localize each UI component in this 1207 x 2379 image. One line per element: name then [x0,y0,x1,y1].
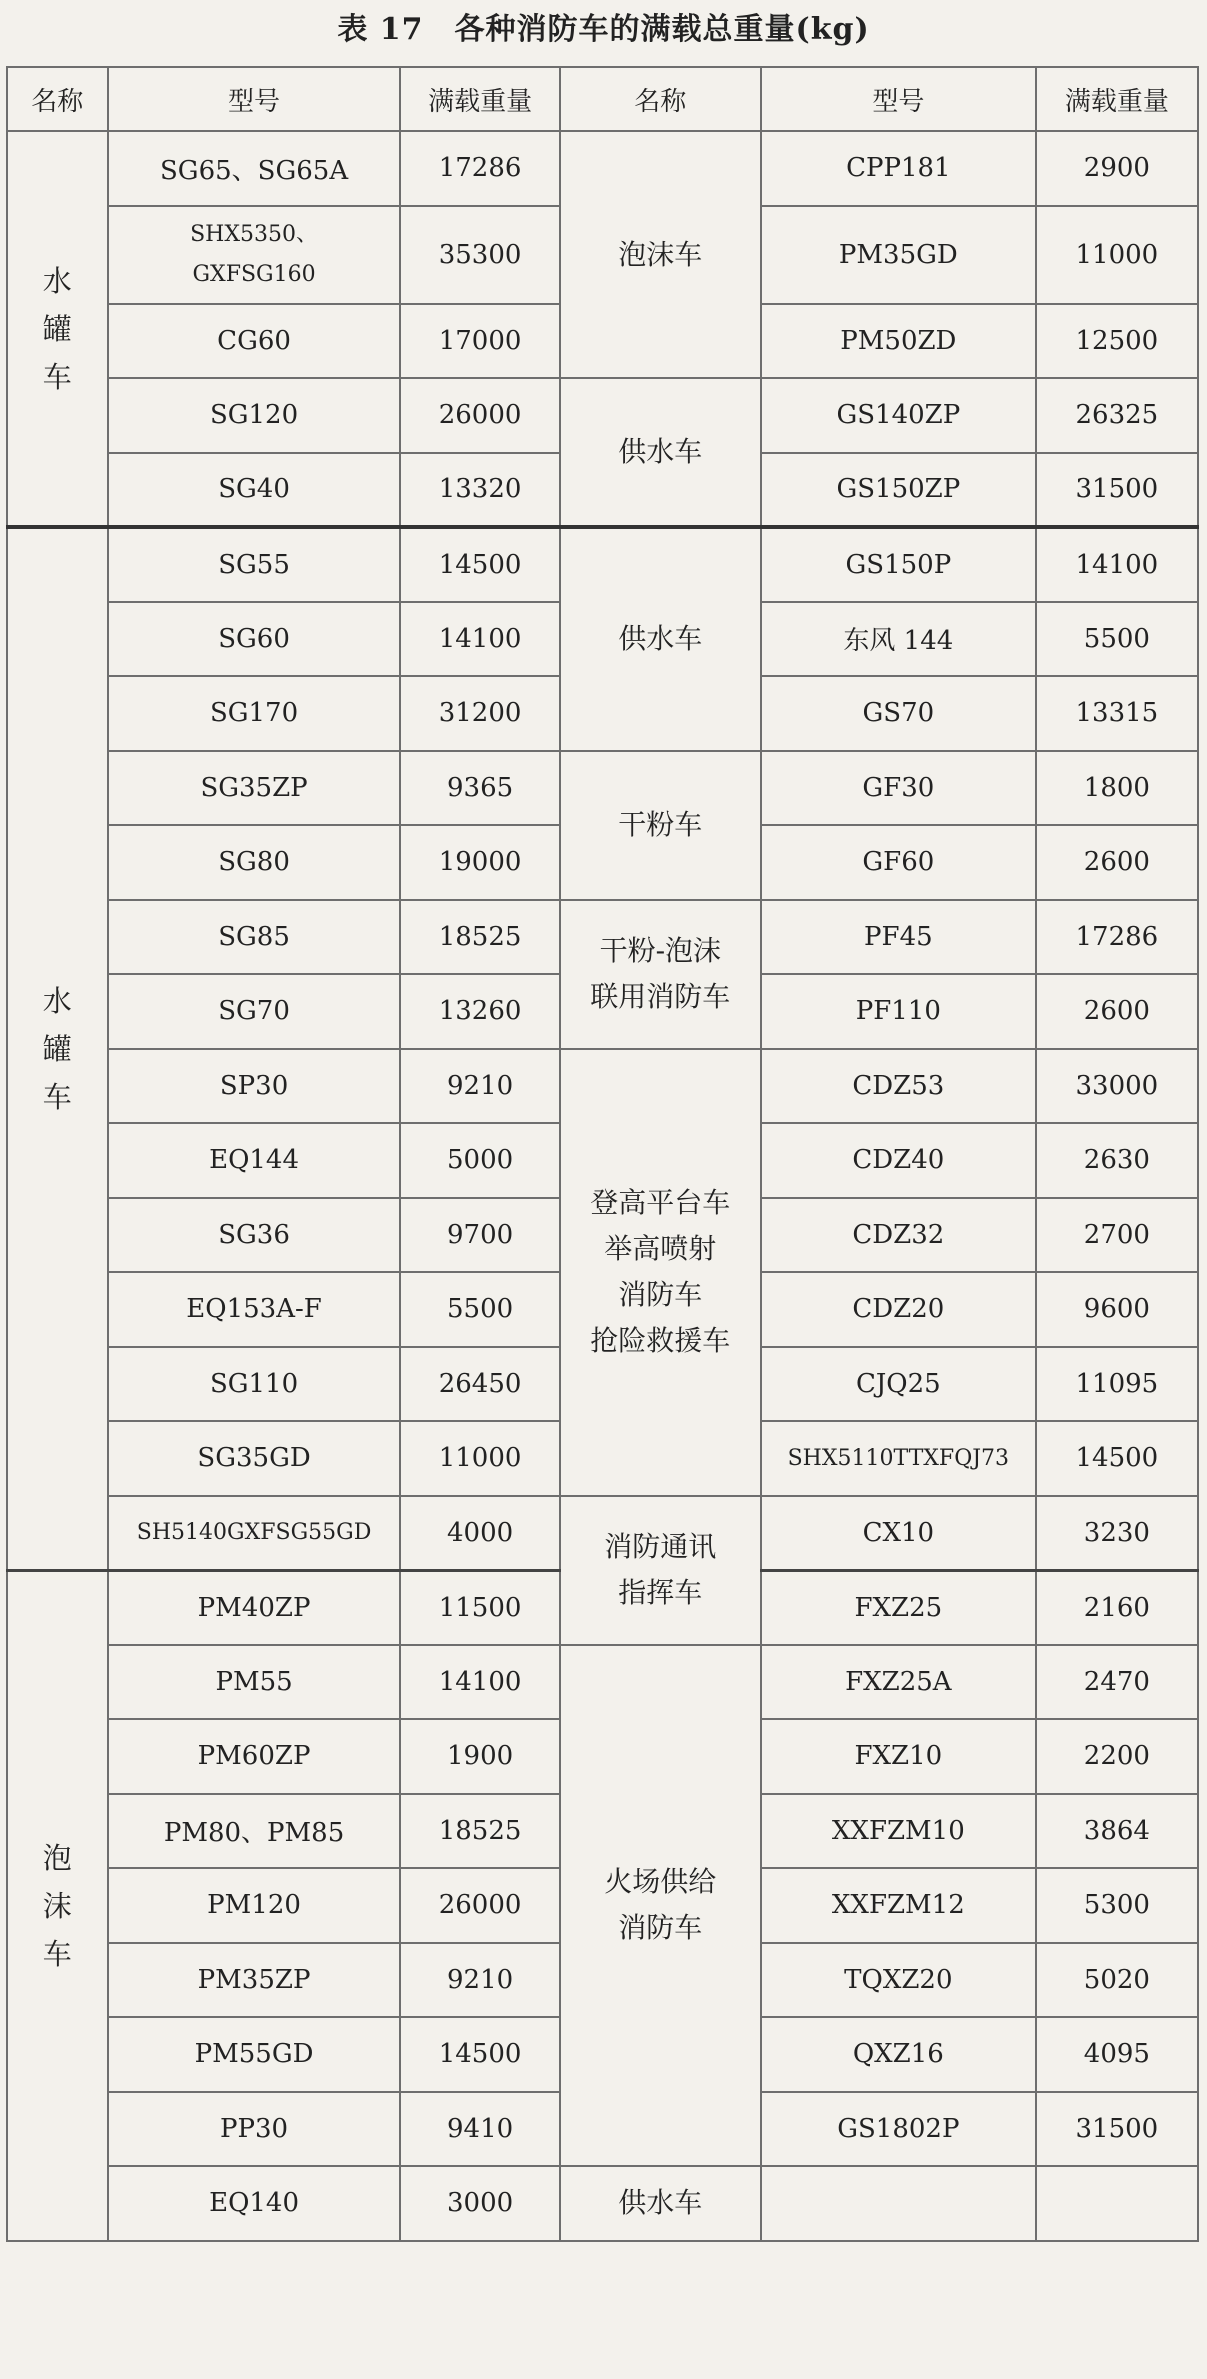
header-model-left: 型号 [108,67,401,131]
left-group-name: 水 罐 车 [7,527,108,1570]
left-weight-cell: 5500 [400,1272,559,1347]
right-weight-cell: 5500 [1036,602,1198,677]
right-model-cell: GS150P [761,527,1036,602]
right-weight-cell: 33000 [1036,1049,1198,1124]
left-weight-cell: 18525 [400,1794,559,1869]
left-weight-cell: 31200 [400,676,559,751]
left-weight-cell: 14500 [400,527,559,602]
left-group-name: 泡 沫 车 [7,1570,108,2241]
left-weight-cell: 4000 [400,1496,559,1571]
right-weight-cell: 14500 [1036,1421,1198,1496]
table-row [7,2166,1198,2241]
left-weight-cell: 14100 [400,602,559,677]
left-weight-cell: 17286 [400,131,559,206]
right-model-cell: FXZ25 [761,1570,1036,1645]
left-model-cell: SG80 [108,825,401,900]
left-weight-cell: 13260 [400,974,559,1049]
right-group-name: 火场供给 消防车 [560,1645,761,2167]
right-weight-cell: 2700 [1036,1198,1198,1273]
header-model-right: 型号 [761,67,1036,131]
left-model-cell: PM120 [108,1868,401,1943]
header-weight-right: 满载重量 [1036,67,1198,131]
right-model-cell: FXZ25A [761,1645,1036,1720]
right-weight-cell: 3230 [1036,1496,1198,1571]
right-model-cell: PF110 [761,974,1036,1049]
right-group-name: 干粉-泡沫 联用消防车 [560,900,761,1049]
right-group-name: 供水车 [560,378,761,527]
left-weight-cell: 1900 [400,1719,559,1794]
left-model-cell: PM60ZP [108,1719,401,1794]
right-model-cell [761,2166,1036,2241]
left-weight-cell: 26000 [400,1868,559,1943]
left-model-cell: PM55GD [108,2017,401,2092]
left-weight-cell: 14500 [400,2017,559,2092]
left-weight-cell: 3000 [400,2166,559,2241]
left-weight-cell: 9210 [400,1049,559,1124]
right-model-cell: CDZ32 [761,1198,1036,1273]
header-name-left: 名称 [7,67,108,131]
right-model-cell: GF60 [761,825,1036,900]
right-weight-cell: 13315 [1036,676,1198,751]
right-weight-cell: 1800 [1036,751,1198,826]
right-model-cell: XXFZM10 [761,1794,1036,1869]
left-weight-cell: 26000 [400,378,559,453]
left-weight-cell: 9700 [400,1198,559,1273]
left-model-cell: CG60 [108,304,401,379]
right-weight-cell: 2470 [1036,1645,1198,1720]
left-weight-cell: 11000 [400,1421,559,1496]
right-model-cell: CDZ20 [761,1272,1036,1347]
right-weight-cell: 11000 [1036,206,1198,304]
right-model-cell: QXZ16 [761,2017,1036,2092]
left-weight-cell: 13320 [400,453,559,528]
left-model-cell: PM40ZP [108,1570,401,1645]
left-weight-cell: 9210 [400,1943,559,2018]
header-weight-left: 满载重量 [400,67,559,131]
right-weight-cell: 3864 [1036,1794,1198,1869]
left-model-cell: SG170 [108,676,401,751]
right-weight-cell: 2200 [1036,1719,1198,1794]
right-weight-cell: 31500 [1036,453,1198,528]
left-model-cell: EQ153A-F [108,1272,401,1347]
right-model-cell: SHX5110TTXFQJ73 [761,1421,1036,1496]
right-group-name: 登高平台车 举高喷射 消防车 抢险救援车 [560,1049,761,1496]
left-weight-cell: 26450 [400,1347,559,1422]
left-weight-cell: 9410 [400,2092,559,2167]
right-model-cell: XXFZM12 [761,1868,1036,1943]
left-model-cell: SHX5350、 GXFSG160 [108,206,401,304]
left-model-cell: SP30 [108,1049,401,1124]
left-group-name: 水 罐 车 [7,131,108,527]
table-row [7,527,1198,602]
left-weight-cell: 19000 [400,825,559,900]
right-model-cell: GS70 [761,676,1036,751]
left-model-cell: SG110 [108,1347,401,1422]
right-model-cell: GS140ZP [761,378,1036,453]
table-row [7,131,1198,206]
table-title: 表 17 各种消防车的满载总重量(kg) [337,12,870,47]
left-model-cell: SG35ZP [108,751,401,826]
right-model-cell: CDZ53 [761,1049,1036,1124]
right-model-cell: TQXZ20 [761,1943,1036,2018]
left-model-cell: EQ144 [108,1123,401,1198]
right-weight-cell: 12500 [1036,304,1198,379]
right-weight-cell: 4095 [1036,2017,1198,2092]
left-model-cell: SG60 [108,602,401,677]
table-row [7,900,1198,975]
right-weight-cell: 2600 [1036,825,1198,900]
table-row [7,378,1198,453]
right-group-name: 供水车 [560,527,761,751]
right-model-cell: GS1802P [761,2092,1036,2167]
table-row [7,1049,1198,1124]
right-weight-cell: 26325 [1036,378,1198,453]
left-weight-cell: 5000 [400,1123,559,1198]
right-group-name: 供水车 [560,2166,761,2241]
left-weight-cell: 11500 [400,1570,559,1645]
right-weight-cell: 17286 [1036,900,1198,975]
right-model-cell: GF30 [761,751,1036,826]
right-weight-cell: 5020 [1036,1943,1198,2018]
left-model-cell: PM55 [108,1645,401,1720]
right-model-cell: CPP181 [761,131,1036,206]
left-model-cell: PM80、PM85 [108,1794,401,1869]
right-model-cell: CX10 [761,1496,1036,1571]
left-weight-cell: 18525 [400,900,559,975]
right-model-cell: CJQ25 [761,1347,1036,1422]
table-row [7,1645,1198,1720]
right-group-name: 干粉车 [560,751,761,900]
right-weight-cell: 31500 [1036,2092,1198,2167]
right-model-cell: PF45 [761,900,1036,975]
left-model-cell: SG65、SG65A [108,131,401,206]
table-row [7,1496,1198,1571]
right-weight-cell [1036,2166,1198,2241]
left-model-cell: SG35GD [108,1421,401,1496]
right-model-cell: PM50ZD [761,304,1036,379]
right-weight-cell: 2600 [1036,974,1198,1049]
right-weight-cell: 2160 [1036,1570,1198,1645]
left-weight-cell: 9365 [400,751,559,826]
fire-truck-weight-table [6,66,1199,2242]
right-weight-cell: 14100 [1036,527,1198,602]
right-group-name: 泡沫车 [560,131,761,378]
left-model-cell: EQ140 [108,2166,401,2241]
right-weight-cell: 2900 [1036,131,1198,206]
right-group-name: 消防通讯 指挥车 [560,1496,761,1645]
left-model-cell: SG70 [108,974,401,1049]
left-weight-cell: 35300 [400,206,559,304]
right-model-cell: FXZ10 [761,1719,1036,1794]
right-weight-cell: 2630 [1036,1123,1198,1198]
right-weight-cell: 9600 [1036,1272,1198,1347]
header-row [7,67,1198,131]
left-model-cell: PP30 [108,2092,401,2167]
right-model-cell: PM35GD [761,206,1036,304]
header-name-right: 名称 [560,67,761,131]
left-model-cell: PM35ZP [108,1943,401,2018]
left-weight-cell: 14100 [400,1645,559,1720]
table-row [7,751,1198,826]
left-model-cell: SG55 [108,527,401,602]
left-model-cell: SG120 [108,378,401,453]
left-model-cell: SG40 [108,453,401,528]
right-model-cell: GS150ZP [761,453,1036,528]
right-model-cell: CDZ40 [761,1123,1036,1198]
right-weight-cell: 11095 [1036,1347,1198,1422]
left-model-cell: SG85 [108,900,401,975]
right-model-cell: 东风 144 [761,602,1036,677]
left-model-cell: SG36 [108,1198,401,1273]
left-model-cell: SH5140GXFSG55GD [108,1496,401,1571]
right-weight-cell: 5300 [1036,1868,1198,1943]
left-weight-cell: 17000 [400,304,559,379]
